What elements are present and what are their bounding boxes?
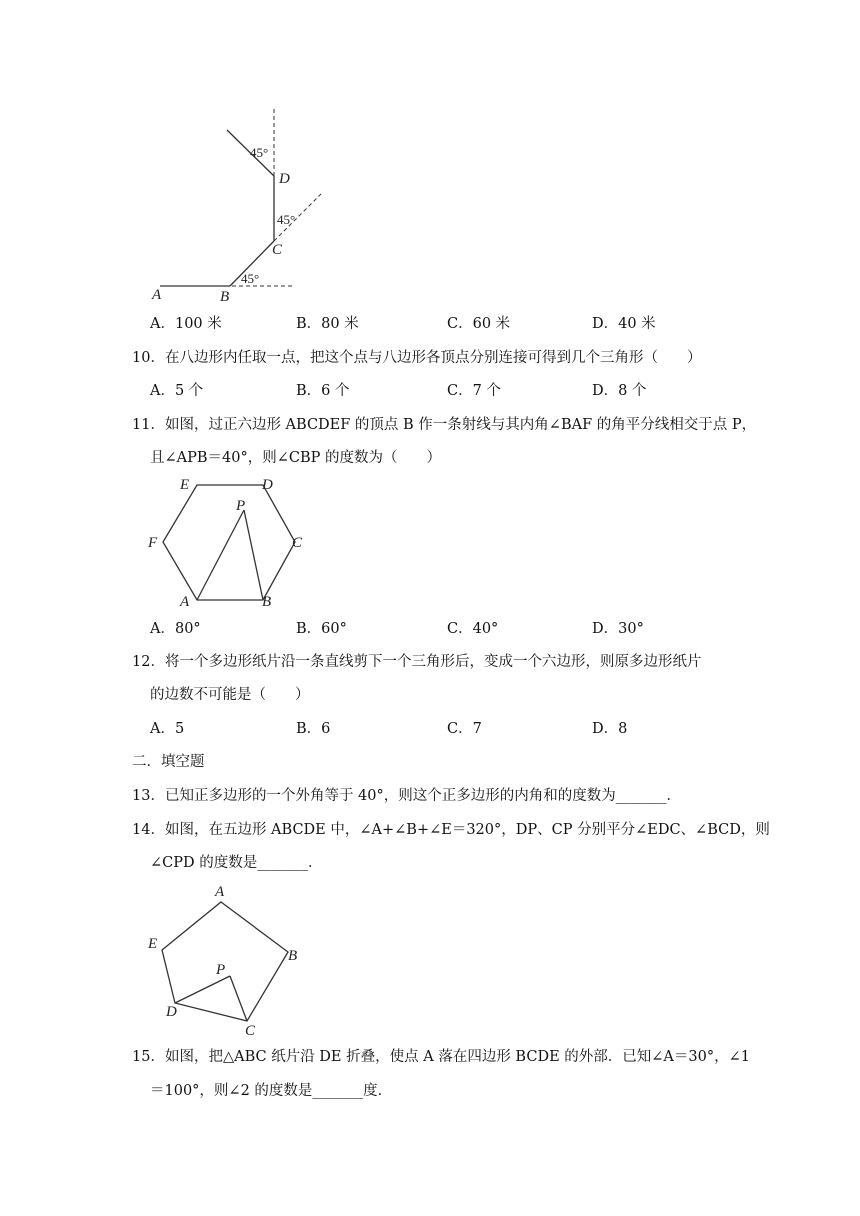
label-e: E bbox=[148, 936, 158, 952]
q9-option-c[interactable]: C．60 米 bbox=[447, 316, 511, 332]
q10-option-d[interactable]: D．8 个 bbox=[592, 383, 647, 399]
figure-q9-path bbox=[140, 105, 310, 305]
label-c: C bbox=[272, 242, 283, 258]
q11-option-b[interactable]: B．60° bbox=[296, 621, 347, 637]
label-c: C bbox=[292, 535, 303, 551]
angle-label-b: 45° bbox=[241, 271, 260, 286]
q9-option-b[interactable]: B．80 米 bbox=[296, 316, 359, 332]
label-b: B bbox=[288, 948, 298, 964]
figure-q11-hexagon bbox=[140, 470, 320, 615]
label-p: P bbox=[236, 498, 246, 514]
q9-option-d[interactable]: D．40 米 bbox=[592, 316, 656, 332]
q10-option-c[interactable]: C．7 个 bbox=[447, 383, 501, 399]
q11-option-a[interactable]: A．80° bbox=[150, 621, 201, 637]
label-d: D bbox=[279, 171, 290, 187]
q12-text-line2: 的边数不可能是（ ） bbox=[150, 687, 310, 703]
q12-text-line1: 12．将一个多边形纸片沿一条直线剪下一个三角形后，变成一个六边形，则原多边形纸片 bbox=[132, 654, 702, 670]
q11-text-line2: 且∠APB＝40°，则∠CBP 的度数为（ ） bbox=[150, 450, 441, 466]
q11-option-c[interactable]: C．40° bbox=[447, 621, 499, 637]
q10-text: 10．在八边形内任取一点，把这个点与八边形各顶点分别连接可得到几个三角形（ ） bbox=[132, 350, 702, 366]
q12-option-d[interactable]: D．8 bbox=[592, 721, 628, 737]
label-a: A bbox=[180, 594, 190, 610]
label-b: B bbox=[262, 594, 272, 610]
angle-label-d: 45° bbox=[250, 145, 269, 160]
q15-text-line1: 15．如图，把△ABC 纸片沿 DE 折叠，使点 A 落在四边形 BCDE 的外部．已知∠A＝30°，∠1 bbox=[132, 1049, 750, 1065]
q11-option-d[interactable]: D．30° bbox=[592, 621, 644, 637]
label-a: A bbox=[152, 287, 162, 303]
angle-label-c: 45° bbox=[277, 212, 296, 227]
q12-option-a[interactable]: A．5 bbox=[150, 721, 185, 737]
label-b: B bbox=[220, 289, 230, 305]
label-a: A bbox=[215, 884, 225, 900]
q12-option-c[interactable]: C．7 bbox=[447, 721, 482, 737]
section-heading-fill-in: 二．填空题 bbox=[132, 754, 205, 770]
q10-option-a[interactable]: A．5 个 bbox=[150, 383, 204, 399]
label-d: D bbox=[262, 477, 273, 493]
figure-q14-pentagon bbox=[140, 880, 320, 1040]
q14-text-line1: 14．如图，在五边形 ABCDE 中，∠A+∠B+∠E＝320°，DP、CP 分别平分∠EDC、∠BCD，则 bbox=[132, 822, 770, 838]
label-p: P bbox=[216, 962, 226, 978]
q12-option-b[interactable]: B．6 bbox=[296, 721, 331, 737]
q9-option-a[interactable]: A．100 米 bbox=[150, 316, 222, 332]
label-c: C bbox=[245, 1023, 256, 1039]
q10-option-b[interactable]: B．6 个 bbox=[296, 383, 350, 399]
label-e: E bbox=[180, 477, 190, 493]
q11-text-line1: 11．如图，过正六边形 ABCDEF 的顶点 B 作一条射线与其内角∠BAF 的角平分线相交于点 P， bbox=[132, 417, 757, 433]
q14-text-line2: ∠CPD 的度数是_______． bbox=[150, 855, 323, 871]
q15-text-line2: ＝100°，则∠2 的度数是_______度． bbox=[150, 1083, 393, 1099]
label-d: D bbox=[166, 1004, 177, 1020]
label-f: F bbox=[148, 535, 158, 551]
q13-text: 13．已知正多边形的一个外角等于 40°，则这个正多边形的内角和的度数为_______． bbox=[132, 788, 682, 804]
